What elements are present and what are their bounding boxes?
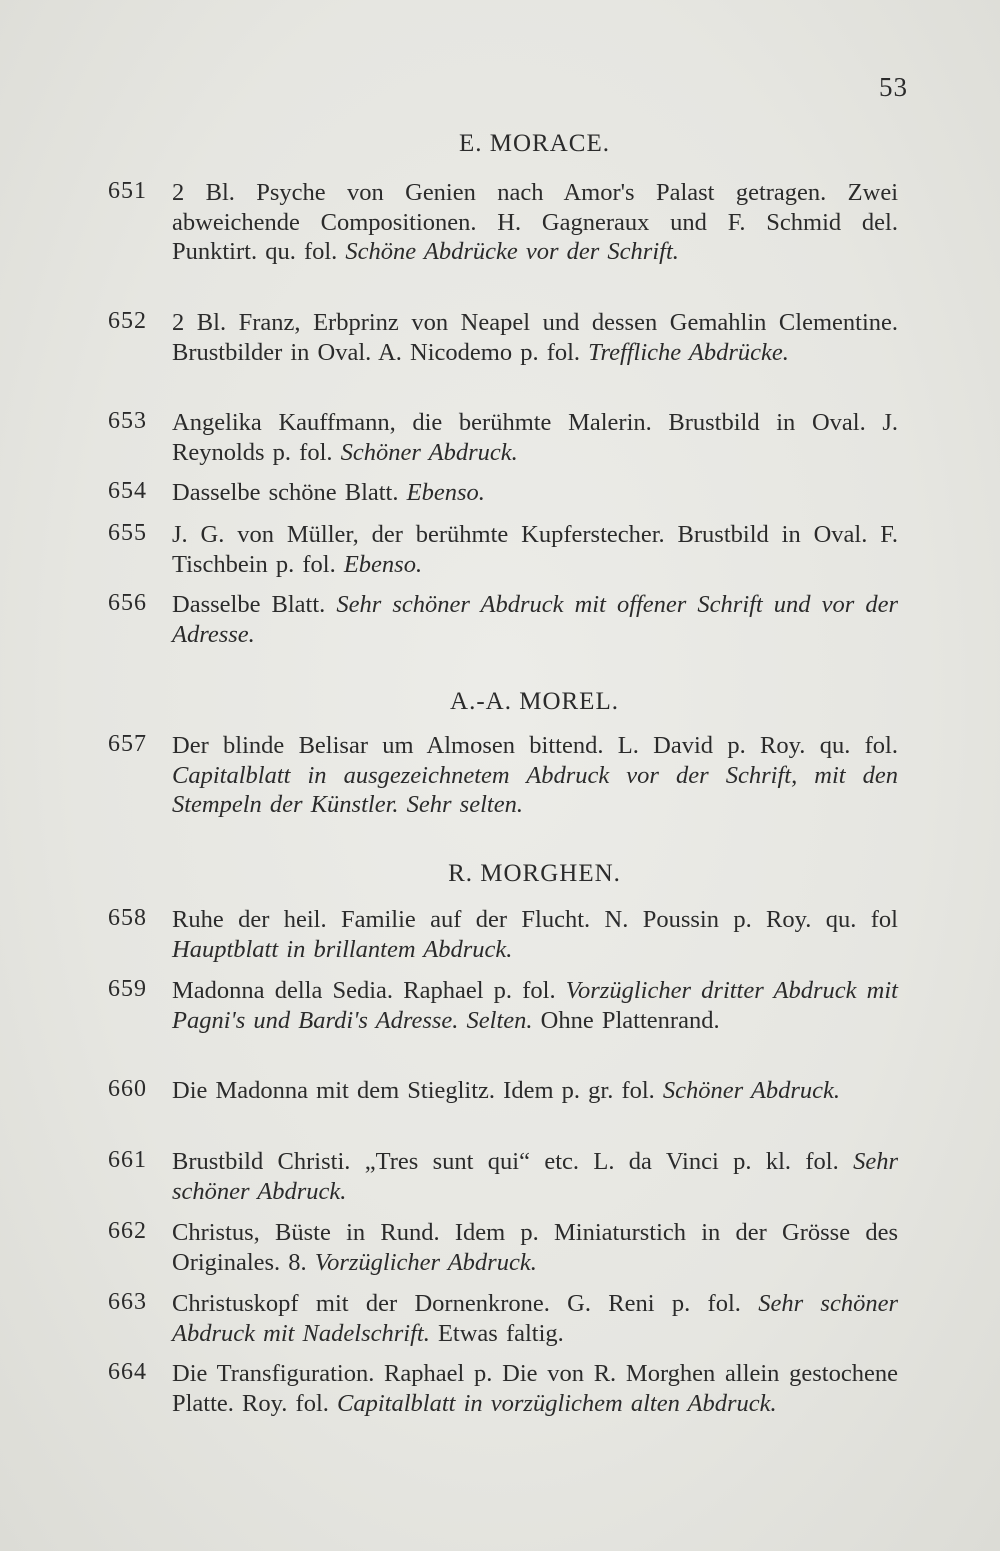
entry-italic-note: Schöner Abdruck. xyxy=(340,438,518,466)
catalog-entry xyxy=(108,1359,898,1418)
entry-text: Die Madonna mit dem Stieglitz. Idem p. gr. fol. Schöner Abdruck. xyxy=(172,1077,840,1104)
entry-number: 655 xyxy=(108,520,147,546)
entry-number: 663 xyxy=(108,1289,147,1315)
entry-italic-note: Schöner Abdruck. xyxy=(662,1077,840,1104)
entry-text: Dasselbe Blatt. Sehr schöner Abdruck mit offener Schrift und vor der Adresse. xyxy=(172,591,899,648)
catalog-entry xyxy=(108,590,898,649)
catalog-entry xyxy=(108,478,898,508)
section-title-morace: E. MORACE. xyxy=(459,130,610,157)
entry-text: Der blinde Belisar um Almosen bittend. L. David p. Roy. qu. fol. Capitalblatt in ausgezeichnetem Abdruck vor der Schrift, mit den Stempeln der Künstler. Sehr selten. xyxy=(172,732,898,818)
entry-italic-note: Sehr schöner Abdruck mit Nadelschrift. xyxy=(172,1290,898,1347)
page-number: 53 xyxy=(879,72,908,102)
catalog-entry xyxy=(108,1218,898,1277)
section-title-morel: A.-A. MOREL. xyxy=(450,688,619,715)
catalog-entry xyxy=(108,905,898,964)
entry-number: 658 xyxy=(108,905,147,931)
entry-text: Madonna della Sedia. Raphael p. fol. Vorzüglicher dritter Abdruck mit Pagni's und Bardi's Adresse. Selten. Ohne Plattenrand. xyxy=(172,977,898,1034)
entry-number: 656 xyxy=(108,590,147,616)
entry-number: 657 xyxy=(108,731,147,757)
entry-number: 661 xyxy=(108,1147,147,1173)
entry-italic-note: Vorzüglicher dritter Abdruck mit Pagni's und Bardi's Adresse. Selten. xyxy=(172,977,898,1034)
entry-text: Brustbild Christi. „Tres sunt qui“ etc. L. da Vinci p. kl. fol. Sehr schöner Abdruck. xyxy=(172,1148,898,1205)
catalog-entry xyxy=(108,1289,898,1348)
catalog-entry xyxy=(108,1147,898,1206)
entry-text: Christus, Büste in Rund. Idem p. Miniaturstich in der Grösse des Originales. 8. Vorzüglicher Abdruck. xyxy=(172,1219,898,1276)
entry-number: 662 xyxy=(108,1218,147,1244)
entry-text: Ruhe der heil. Familie auf der Flucht. N. Poussin p. Roy. qu. fol Hauptblatt in brillantem Abdruck. xyxy=(172,906,898,963)
entry-italic-note: Capitalblatt in vorzüglichem alten Abdruck. xyxy=(337,1389,777,1417)
entry-number: 654 xyxy=(108,478,147,504)
entry-text: J. G. von Müller, der berühmte Kupferstecher. Brustbild in Oval. F. Tischbein p. fol. Ebenso. xyxy=(172,521,898,578)
entry-italic-note: Sehr schöner Abdruck mit offener Schrift und vor der Adresse. xyxy=(172,591,899,648)
catalog-entry xyxy=(108,1076,898,1106)
catalog-entry xyxy=(108,520,898,579)
entry-text: Angelika Kauffmann, die berühmte Malerin. Brustbild in Oval. J. Reynolds p. fol. Schöner Abdruck. xyxy=(172,409,898,466)
entry-text: Die Transfiguration. Raphael p. Die von R. Morghen allein gestochene Platte. Roy. fol. Capitalblatt in vorzüglichem alten Abdruck. xyxy=(172,1360,898,1417)
entry-italic-note: Ebenso. xyxy=(343,550,423,578)
entry-text: Dasselbe schöne Blatt. Ebenso. xyxy=(172,479,485,506)
entry-text: 2 Bl. Franz, Erbprinz von Neapel und dessen Gemahlin Clementine. Brustbilder in Oval. A. Nicodemo p. fol. Treffliche Abdrücke. xyxy=(172,309,898,366)
entry-italic-note: Vorzüglicher Abdruck. xyxy=(314,1248,537,1276)
catalog-entry xyxy=(108,976,898,1035)
catalog-entry xyxy=(108,178,898,267)
entry-text: Christuskopf mit der Dornenkrone. G. Reni p. fol. Sehr schöner Abdruck mit Nadelschrift. Etwas faltig. xyxy=(172,1290,898,1347)
entry-number: 653 xyxy=(108,408,147,434)
entry-number: 664 xyxy=(108,1359,147,1385)
catalog-entry xyxy=(108,731,898,820)
entry-italic-note: Treffliche Abdrücke. xyxy=(588,338,789,366)
entry-text: 2 Bl. Psyche von Genien nach Amor's Palast getragen. Zwei abweichende Compositionen. H. Gagneraux und F. Schmid del. Punktirt. qu. fol. Schöne Abdrücke vor der Schrift. xyxy=(172,179,898,265)
section-title-morghen: R. MORGHEN. xyxy=(448,860,621,887)
entry-italic-note: Hauptblatt in brillantem Abdruck. xyxy=(172,935,513,963)
entry-number: 660 xyxy=(108,1076,147,1102)
entry-number: 659 xyxy=(108,976,147,1002)
entry-italic-note: Ebenso. xyxy=(406,479,485,506)
catalog-entry xyxy=(108,408,898,467)
entry-italic-note: Capitalblatt in ausgezeichnetem Abdruck vor der Schrift, mit den Stempeln der Künstler. Sehr selten. xyxy=(172,761,898,818)
entry-number: 652 xyxy=(108,308,147,334)
entry-number: 651 xyxy=(108,178,147,204)
entry-italic-note: Schöne Abdrücke vor der Schrift. xyxy=(345,238,679,265)
entry-italic-note: Sehr schöner Abdruck. xyxy=(172,1148,898,1205)
catalog-entry xyxy=(108,308,898,367)
